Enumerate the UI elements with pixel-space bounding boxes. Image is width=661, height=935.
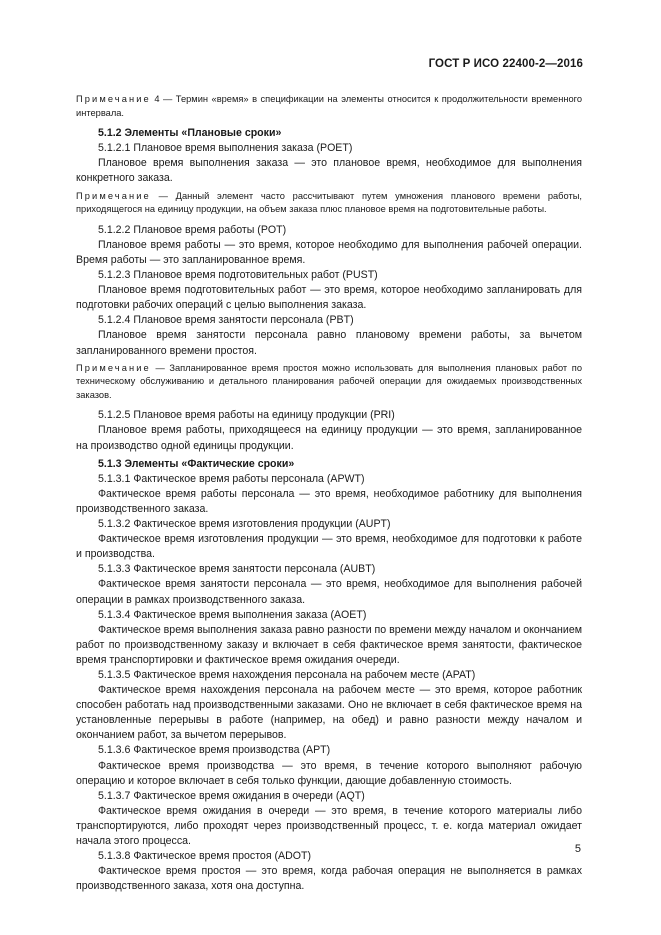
body-paragraph: Фактическое время нахождения персонала на рабочем месте — это время, которое работник способен работать над производственными заказами. Оно не включает в себя фактическое время на установленные перерывы в работе (например, на обед) и равно разности между началом и окончанием работ, за вычетом перерывов. — [76, 684, 582, 742]
subsection-title: 5.1.2.3 Плановое время подготовительных работ (PUST) — [98, 269, 378, 282]
body-paragraph: Фактическое время ожидания в очереди — это время, в течение которого материалы либо транспортируются, либо проходят через производственный процесс, т. е. когда материал ожидает начала этого процесса. — [76, 804, 582, 847]
subsection-title: 5.1.2.4 Плановое время занятости персонала (PBT) — [98, 314, 354, 327]
note-text: — Данный элемент часто рассчитывают путем умножения планового времени работы, приходящегося на единицу продукции, на объем заказа плюс плановое время на подготовительные работы. — [76, 190, 582, 215]
subsection-title: 5.1.2.2 Плановое время работы (POT) — [98, 223, 287, 236]
subsection-title: 5.1.2.1 Плановое время выполнения заказа (POET) — [98, 142, 353, 155]
section-heading: 5.1.2 Элементы «Плановые сроки» — [98, 127, 282, 140]
subsection-title: 5.1.3.8 Фактическое время простоя (ADOT) — [98, 850, 311, 863]
body-paragraph: Плановое время работы, приходящееся на единицу продукции — это время, запланированное на производство одной единицы продукции. — [76, 424, 582, 452]
page-number: 5 — [574, 843, 581, 855]
subsection-title: 5.1.3.5 Фактическое время нахождения персонала на рабочем месте (APAT) — [98, 668, 476, 681]
body-paragraph: Плановое время выполнения заказа — это плановое время, необходимое для выполнения конкретного заказа. — [76, 157, 582, 185]
note-label: Примечание — [76, 362, 151, 373]
body-paragraph: Плановое время подготовительных работ — это время, которое необходимо запланировать для подготовки рабочих операций с целью выполнения заказа. — [76, 284, 582, 312]
document-body — [76, 90, 582, 894]
note-text: — Запланированное время простоя можно использовать для выполнения плановых работ по техническому обслуживанию и детального планирования рабочей операции для ожидаемых производственных заказов. — [76, 362, 582, 400]
document-header: ГОСТ Р ИСО 22400-2—2016 — [428, 58, 583, 70]
note-label: Примечание — [76, 190, 151, 201]
body-paragraph: Фактическое время изготовления продукции — это время, необходимое для подготовки к работе и производства. — [76, 533, 582, 561]
note-paragraph — [76, 190, 582, 217]
body-paragraph: Фактическое время занятости персонала — это время, необходимое для выполнения рабочей операции в рамках производственного заказа. — [76, 578, 582, 606]
note-paragraph — [76, 362, 582, 403]
subsection-title: 5.1.3.3 Фактическое время занятости персонала (AUBT) — [98, 563, 376, 576]
body-paragraph: Фактическое время выполнения заказа равно разности по времени между началом и окончанием работ по производственному заказу и включает в себя фактическое время занятости, фактическое время транспортировки и фактическое время ожидания очереди. — [76, 623, 582, 666]
body-paragraph: Фактическое время работы персонала — это время, необходимое работнику для выполнения производственного заказа. — [76, 487, 582, 515]
subsection-title: 5.1.3.1 Фактическое время работы персонала (APWT) — [98, 472, 365, 485]
body-paragraph: Плановое время работы — это время, которое необходимо для выполнения рабочей операции. Время работы — это запланированное время. — [76, 238, 582, 266]
subsection-title: 5.1.3.7 Фактическое время ожидания в очереди (AQT) — [98, 789, 365, 802]
note-label: Примечание — [76, 94, 151, 104]
subsection-title: 5.1.3.6 Фактическое время производства (APT) — [98, 744, 331, 757]
note-text: 4 — Термин «время» в спецификации на элементы относится к продолжительности временного интервала. — [76, 94, 582, 118]
subsection-title: 5.1.3.2 Фактическое время изготовления продукции (AUPT) — [98, 518, 391, 531]
body-paragraph: Фактическое время простоя — это время, когда рабочая операция не выполняется в рамках производственного заказа, хотя она доступна. — [76, 865, 582, 893]
body-paragraph: Фактическое время производства — это время, в течение которого выполняют рабочую операцию и которое включает в себя только функции, дающие добавленную стоимость. — [76, 759, 582, 787]
subsection-title: 5.1.2.5 Плановое время работы на единицу продукции (PRI) — [98, 409, 395, 422]
note-paragraph — [76, 93, 582, 120]
body-paragraph: Плановое время занятости персонала равно плановому времени работы, за вычетом запланированного времени простоя. — [76, 329, 582, 357]
section-heading: 5.1.3 Элементы «Фактические сроки» — [98, 457, 295, 470]
subsection-title: 5.1.3.4 Фактическое время выполнения заказа (AOET) — [98, 608, 367, 621]
